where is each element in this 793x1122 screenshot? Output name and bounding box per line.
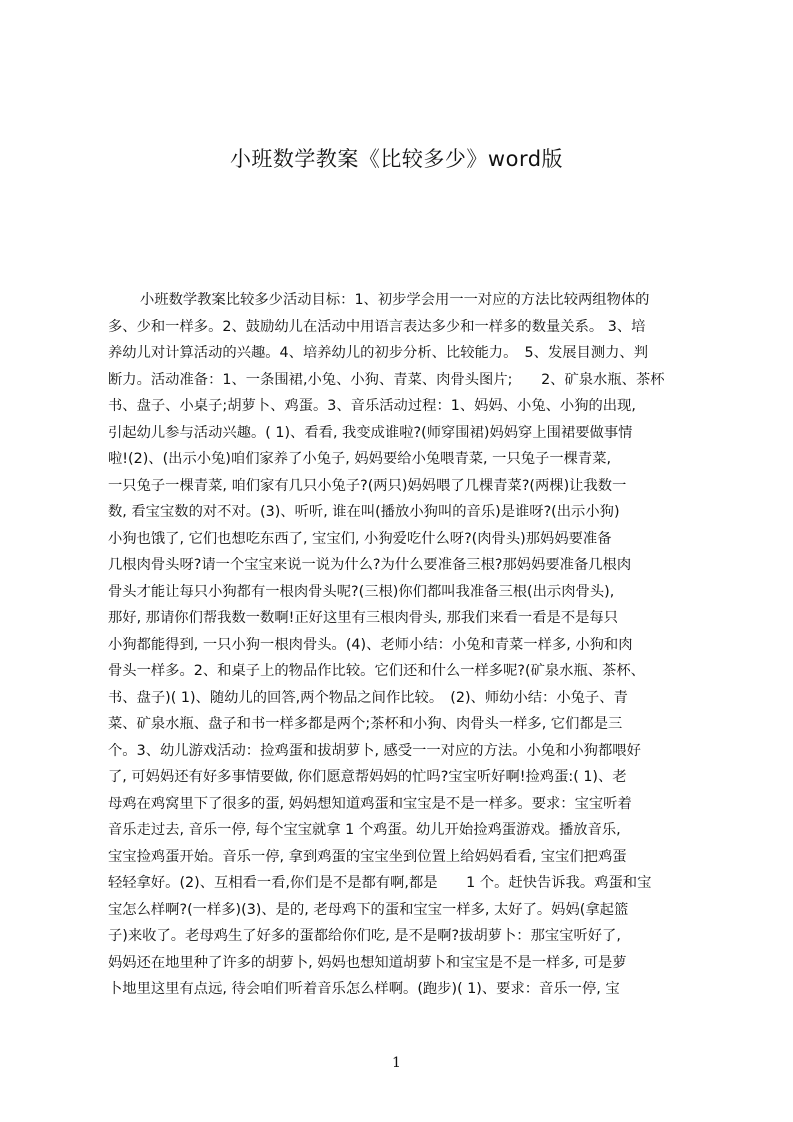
body-line: 小班数学教案比较多少活动目标：1、初步学会用一一对应的方法比较两组物体的 (140, 292, 650, 308)
body-line: 一只兔子一棵青菜, 咱们家有几只小兔子?(两只)妈妈喂了几棵青菜?(两棵)让我数一 (108, 477, 627, 494)
body-line: 啦!(2)、(出示小兔)咱们家养了小兔子, 妈妈要给小兔喂青菜, 一只兔子一棵青菜, (108, 451, 612, 467)
body-line: 那好, 那请你们帮我数一数啊!正好这里有三根肉骨头, 那我们来看一看是不是每只 (108, 610, 618, 626)
body-line: 骨头一样多。2、和桌子上的物品作比较。它们还和什么一样多呢?(矿泉水瓶、茶杯、 (108, 663, 645, 679)
body-line: 养幼儿对计算活动的兴趣。4、培养幼儿的初步分析、比较能力。 5、发展目测力、判 (108, 345, 649, 361)
body-line: 数, 看宝宝数的对不对。(3)、听听, 谁在叫(播放小狗叫的音乐)是谁呀?(出示小狗) (108, 504, 620, 520)
body-line: 小狗也饿了, 它们也想吃东西了, 宝宝们, 小狗爱吃什么呀?(肉骨头)那妈妈要准备 (108, 530, 612, 547)
body-line: 几根肉骨头呀?请一个宝宝来说一说为什么?为什么要准备三根?那妈妈要准备几根肉 (108, 557, 632, 573)
body-line: 母鸡在鸡窝里下了很多的蛋, 妈妈想知道鸡蛋和宝宝是不是一样多。要求：宝宝听着 (108, 795, 632, 812)
body-line: 卜地里这里有点远, 待会咱们听着音乐怎么样啊。(跑步)( 1)、要求：音乐一停, 宝 (108, 981, 620, 997)
page-number: 1 (392, 1055, 401, 1071)
document-title: 小班数学教案《比较多少》word版 (229, 147, 564, 171)
document-body (108, 287, 706, 1039)
body-line: 宝宝捡鸡蛋开始。音乐一停, 拿到鸡蛋的宝宝坐到位置上给妈妈看看, 宝宝们把鸡蛋 (108, 848, 627, 865)
body-line: 个。3、幼儿游戏活动：捡鸡蛋和拔胡萝卜, 感受一一对应的方法。小兔和小狗都喂好 (108, 742, 641, 759)
body-line: 书、盘子、小桌子;胡萝卜、鸡蛋。3、音乐活动过程：1、妈妈、小兔、小狗的出现, (108, 398, 636, 414)
body-line: 小狗都能得到, 一只小狗一根肉骨头。(4)、老师小结：小兔和青菜一样多, 小狗和肉 (108, 636, 633, 653)
body-line: 妈妈还在地里种了许多的胡萝卜, 妈妈也想知道胡萝卜和宝宝是不是一样多, 可是萝 (108, 954, 627, 971)
body-line: 骨头才能让每只小狗都有一根肉骨头呢?(三根)你们都叫我准备三根(出示肉骨头), (108, 583, 615, 600)
body-line: 轻轻拿好。(2)、互相看一看,你们是不是都有啊,都是 1 个。赶快告诉我。鸡蛋和宝 (108, 875, 652, 891)
body-line: 书、盘子)( 1)、随幼儿的回答,两个物品之间作比较。 (2)、师幼小结：小兔子、青 (108, 689, 628, 706)
body-line: 引起幼儿参与活动兴趣。( 1)、看看, 我变成谁啦?(师穿围裙)妈妈穿上围裙要做事情 (108, 424, 633, 441)
body-line: 宝怎么样啊?(一样多)(3)、是的, 老母鸡下的蛋和宝宝一样多, 太好了。妈妈(拿起篮 (108, 901, 629, 918)
body-line: 菜、矿泉水瓶、盘子和书一样多都是两个;茶杯和小狗、肉骨头一样多, 它们都是三 (108, 716, 623, 732)
body-line: 音乐走过去, 音乐一停, 每个宝宝就拿 1 个鸡蛋。幼儿开始捡鸡蛋游戏。播放音乐, (108, 822, 621, 838)
body-line: 多、少和一样多。2、鼓励幼儿在活动中用语言表达多少和一样多的数量关系。 3、培 (108, 318, 646, 335)
body-line: 了, 可妈妈还有好多事情要做, 你们愿意帮妈妈的忙吗?宝宝听好啊!捡鸡蛋:( 1)、老 (108, 769, 627, 785)
body-line: 断力。活动准备：1、一条围裙,小兔、小狗、青菜、肉骨头图片; 2、矿泉水瓶、茶杯 (108, 371, 665, 388)
body-line: 子)来收了。老母鸡生了好多的蛋都给你们吃, 是不是啊?拔胡萝卜：那宝宝听好了, (108, 928, 621, 944)
